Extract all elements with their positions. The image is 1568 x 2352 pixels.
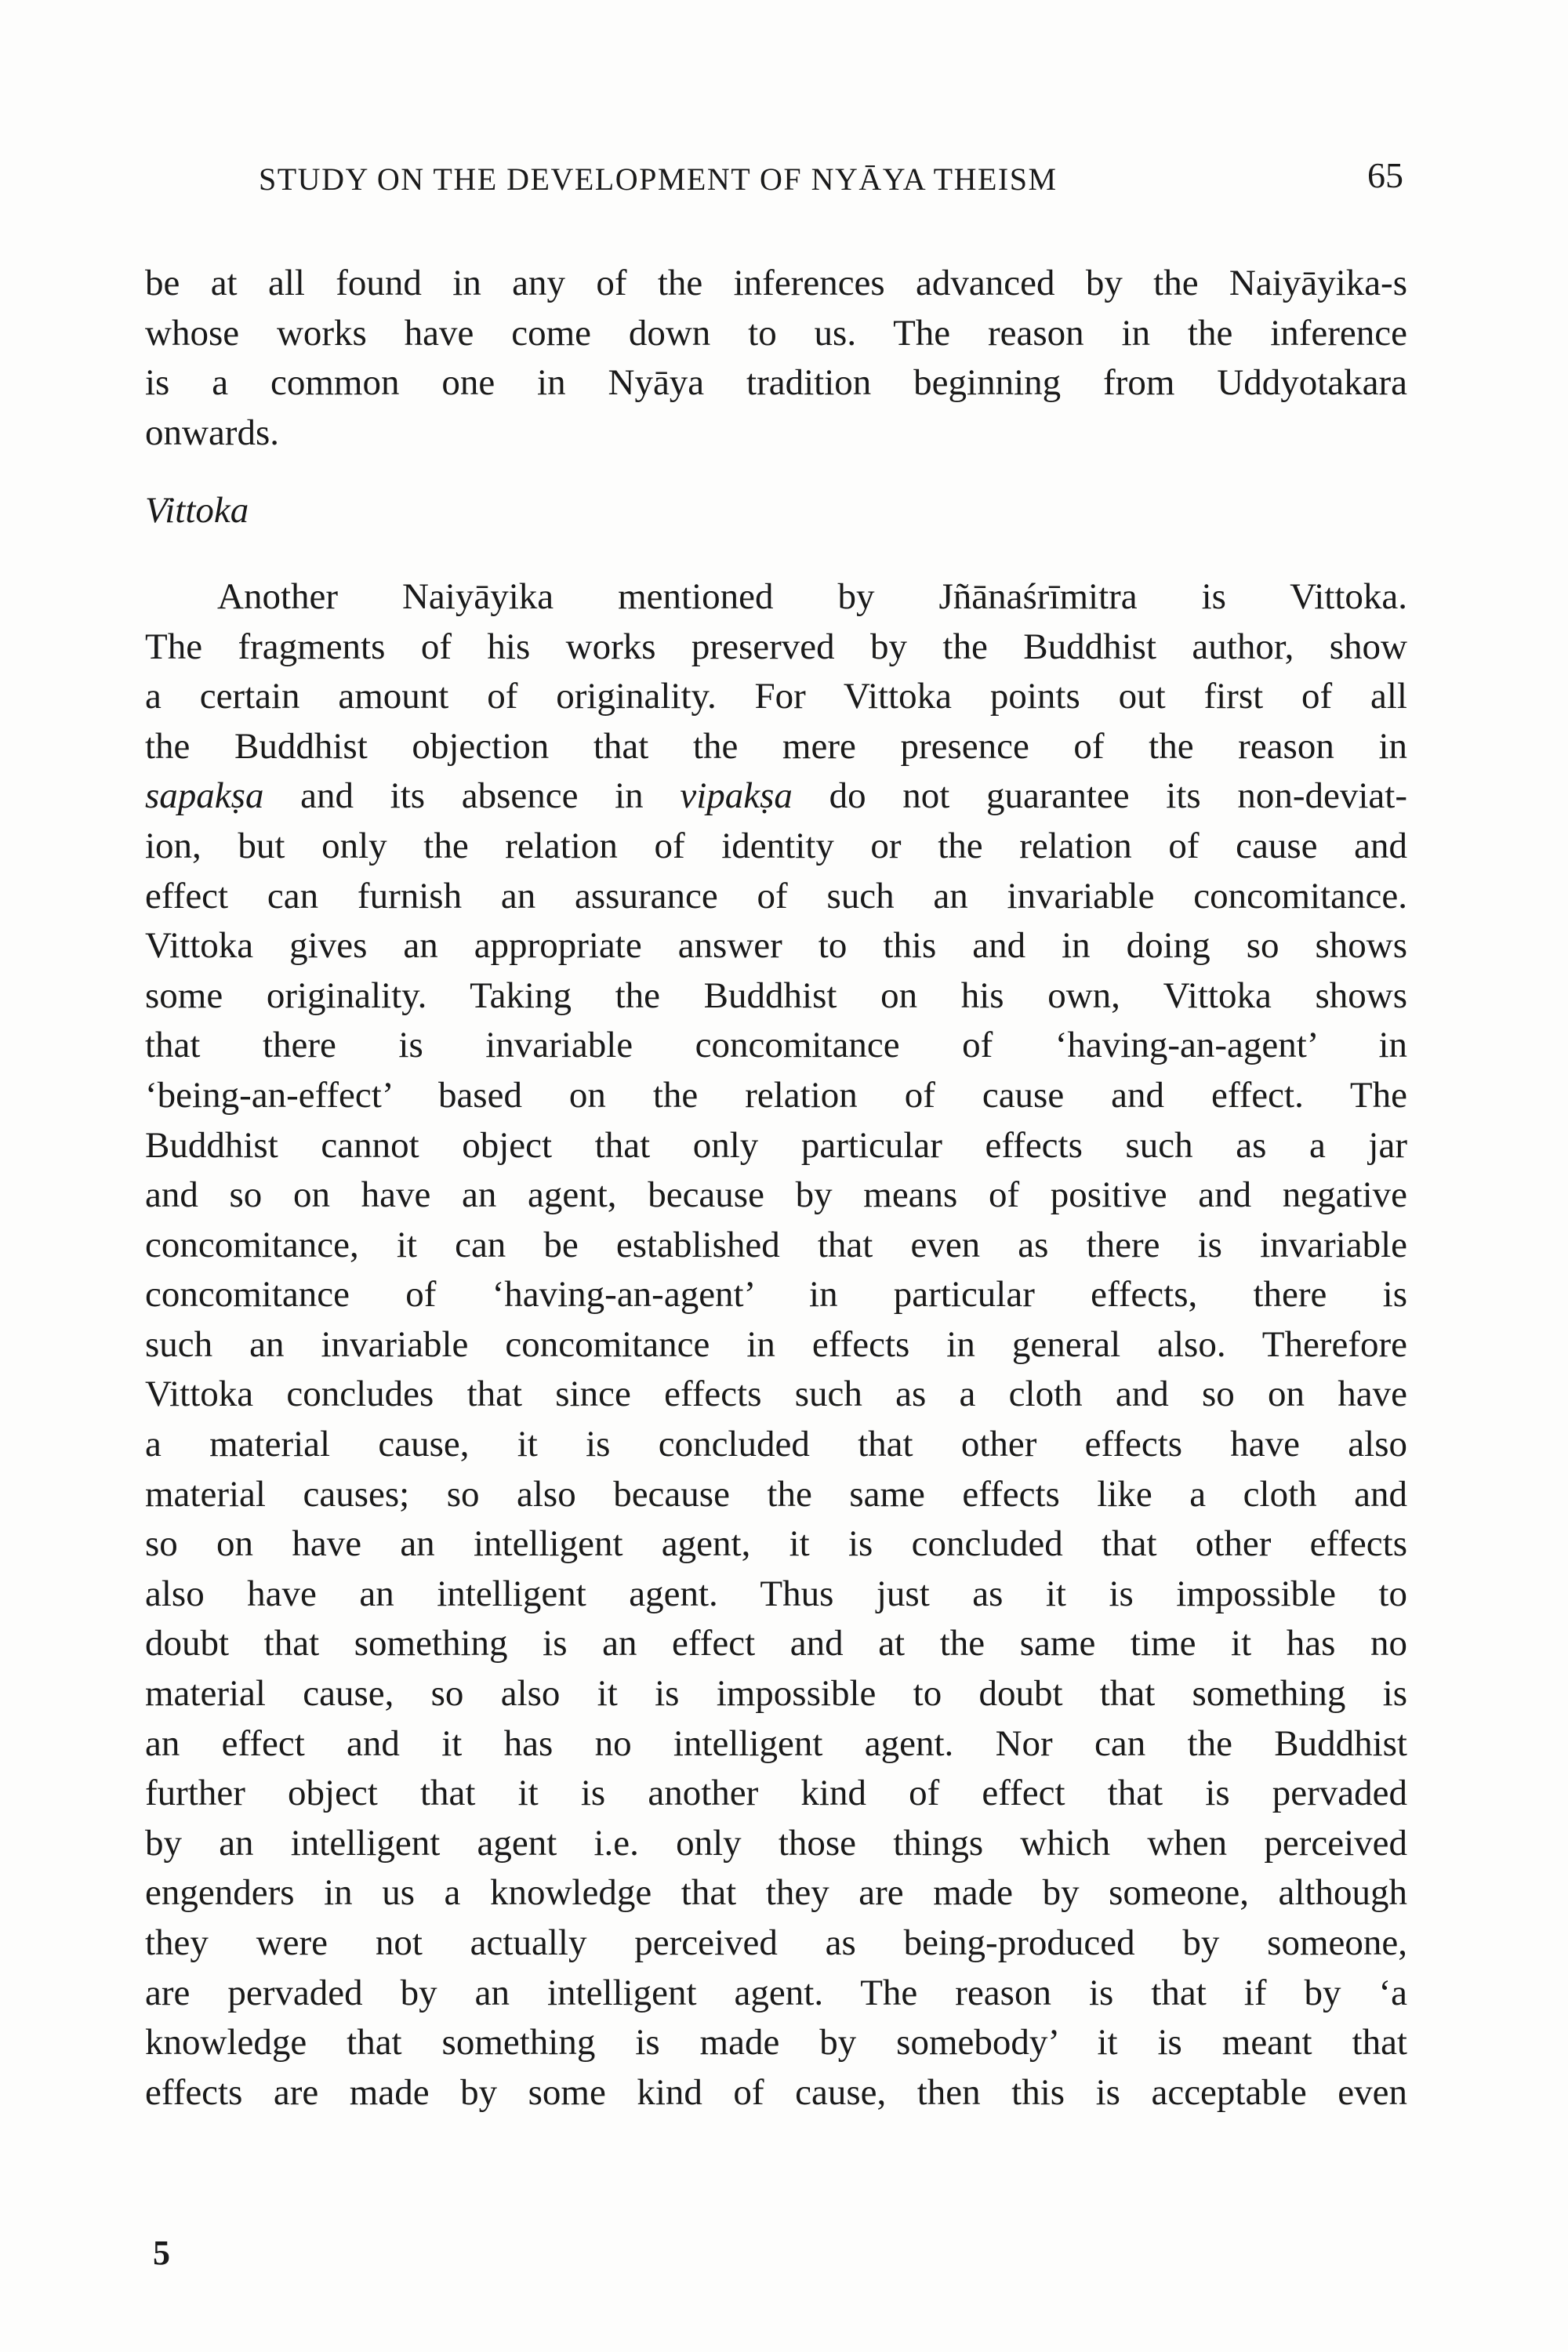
text-line: effect can furnish an assurance of such an invariable concomitance.: [145, 875, 1407, 916]
text-line: a certain amount of originality. For Vittoka points out first of all: [145, 676, 1407, 717]
text-line: Another Naiyāyika mentioned by Jñānaśrīmitra is Vittoka.: [217, 575, 1407, 617]
text-line: be at all found in any of the inferences advanced by the Naiyāyika-s: [145, 263, 1407, 303]
signature-mark: 5: [153, 2234, 170, 2272]
text-line: doubt that something is an effect and at the same time it has no: [145, 1623, 1407, 1664]
text-line: Vittoka gives an appropriate answer to this and in doing so shows: [145, 925, 1407, 967]
text-line: material cause, so also it is impossible to doubt that something is: [145, 1673, 1407, 1715]
text-line: Buddhist cannot object that only particular effects such as a jar: [145, 1124, 1407, 1166]
text-line: so on have an intelligent agent, it is concluded that other effects: [145, 1523, 1407, 1565]
text-line: knowledge that something is made by somebody’ it is meant that: [145, 2022, 1407, 2063]
text-line: some originality. Taking the Buddhist on his own, Vittoka shows: [145, 975, 1407, 1016]
text-line: the Buddhist objection that the mere presence of the reason in: [145, 725, 1407, 767]
text-fragment: and its absence in: [263, 775, 681, 817]
text-line: further object that it is another kind of effect that is pervaded: [145, 1773, 1407, 1814]
text-line: whose works have come down to us. The reason in the inference: [145, 312, 1407, 354]
section-heading: Vittoka: [145, 490, 249, 532]
text-line: by an intelligent agent i.e. only those things which when perceived: [145, 1822, 1407, 1864]
text-line: also have an intelligent agent. Thus just as it is impossible to: [145, 1573, 1407, 1614]
term-vipaksa: vipakṣa: [680, 775, 793, 817]
term-sapaksa: sapakṣa: [145, 775, 264, 817]
text-line: that there is invariable concomitance of ‘having-an-agent’ in: [145, 1025, 1407, 1066]
text-line: onwards.: [145, 412, 279, 453]
text-line: [145, 771, 1407, 822]
text-line: ‘being-an-effect’ based on the relation of cause and effect. The: [145, 1074, 1407, 1116]
page-number: 65: [1367, 155, 1403, 195]
paragraph-continued: [145, 259, 1407, 458]
text-line: a material cause, it is concluded that other effects have also: [145, 1424, 1407, 1465]
text-line: they were not actually perceived as being-produced by someone,: [145, 1922, 1407, 1963]
running-title: STUDY ON THE DEVELOPMENT OF NYĀYA THEISM: [259, 162, 1058, 197]
text-line: are pervaded by an intelligent agent. The reason is that if by ‘a: [145, 1972, 1407, 2013]
paragraph-vittoka: [145, 572, 1407, 2118]
text-line: engenders in us a knowledge that they are made by someone, although: [145, 1872, 1407, 1914]
text-line: concomitance of ‘having-an-agent’ in particular effects, there is: [145, 1274, 1407, 1316]
body-text: [145, 259, 1407, 2118]
text-line: ion, but only the relation of identity or the relation of cause and: [145, 825, 1407, 866]
text-line: Vittoka concludes that since effects such as a cloth and so on have: [145, 1374, 1407, 1415]
text-fragment: do not guarantee its non-deviat-: [792, 775, 1408, 817]
text-line: The fragments of his works preserved by the Buddhist author, show: [145, 626, 1407, 667]
text-line: is a common one in Nyāya tradition beginning from Uddyotakara: [145, 362, 1407, 404]
text-line: such an invariable concomitance in effects in general also. Therefore: [145, 1323, 1407, 1365]
text-line: and so on have an agent, because by means of positive and negative: [145, 1174, 1407, 1216]
running-head: [259, 155, 1403, 208]
text-line: material causes; so also because the same effects like a cloth and: [145, 1473, 1407, 1515]
text-line: concomitance, it can be established that even as there is invariable: [145, 1224, 1407, 1265]
text-line: an effect and it has no intelligent agent. Nor can the Buddhist: [145, 1722, 1407, 1764]
text-line: effects are made by some kind of cause, then this is acceptable even: [145, 2071, 1407, 2113]
